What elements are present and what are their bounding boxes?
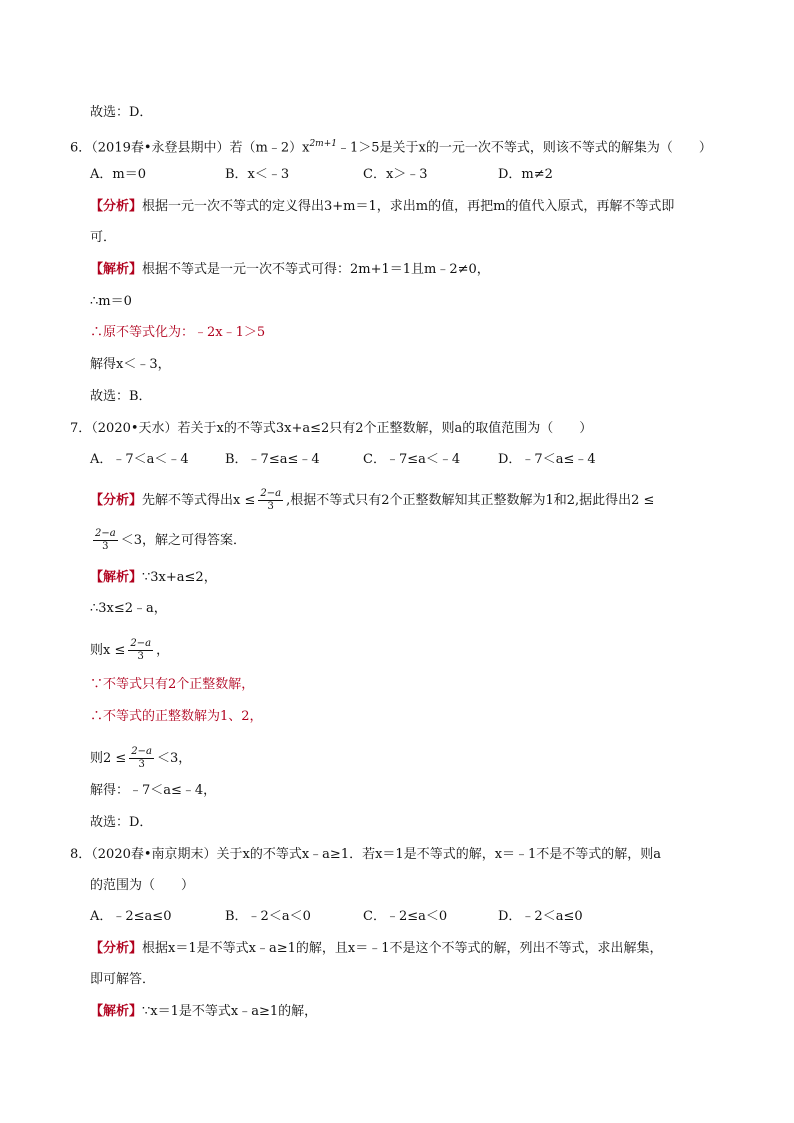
fraction-numerator: 2−a <box>131 746 152 757</box>
q7-solution-text-2: ∴3x≤2﹣a， <box>90 601 167 616</box>
q7-solution-text-1: ∵3x+a≤2， <box>142 570 217 585</box>
q6-option-c: C．x＞﹣3 <box>363 167 428 182</box>
fraction-denominator: 3 <box>267 501 274 512</box>
q8-solution-tag: 【解析】 <box>90 1004 143 1019</box>
q6-solution-text-2: ∴m＝0 <box>90 294 132 309</box>
q6-option-b: B．x＜﹣3 <box>225 167 290 182</box>
q8-stem-2: 的范围为（ ） <box>90 878 195 893</box>
q7-stem: 7．（2020•天水）若关于x的不等式3x+a≤2只有2个正整数解，则a的取值范围为（ ） <box>70 421 593 436</box>
q7-solution-text-4: ∵不等式只有2个正整数解， <box>90 677 255 692</box>
q7-analysis-text-2b: ＜3，解之可得答案． <box>120 533 246 548</box>
q7-solution-text-6b: ＜3， <box>157 751 192 766</box>
q6-solution-text-4: 解得x＜﹣3， <box>90 357 171 372</box>
q6-stem-exponent: 2m+1 <box>309 139 337 149</box>
q7-analysis-fraction-2 <box>93 528 118 553</box>
q7-option-c: C．﹣7≤a＜﹣4 <box>363 452 461 467</box>
q7-solution-text-3b: ， <box>156 643 170 658</box>
q7-analysis-tag: 【分析】 <box>90 493 143 508</box>
q7-solution-text-6a: 则2 ≤ <box>90 751 127 766</box>
q6-answer: 故选：B． <box>90 389 152 404</box>
q5-answer: 故选：D． <box>90 105 153 120</box>
q7-option-a: A．﹣7＜a＜﹣4 <box>90 452 189 467</box>
q7-option-d: D．﹣7＜a≤﹣4 <box>498 452 596 467</box>
q8-analysis <box>90 939 662 959</box>
q7-option-b: B．﹣7≤a≤﹣4 <box>225 452 320 467</box>
q6-option-a: A．m＝0 <box>90 167 146 182</box>
q6-stem-b: ﹣1＞5是关于x的一元一次不等式，则该不等式的解集为（ ） <box>336 140 712 156</box>
q6-analysis <box>90 197 674 217</box>
q8-solution <box>90 1002 317 1022</box>
q8-option-d: D．﹣2＜a≤0 <box>498 909 583 924</box>
q8-analysis-tag: 【分析】 <box>90 941 143 956</box>
q7-analysis-text-1a: 先解不等式得出x ≤ <box>142 493 256 508</box>
q8-option-a: A．﹣2≤a≤0 <box>90 909 172 924</box>
q6-solution-text-3: ∴原不等式化为：﹣2x﹣1＞5 <box>90 325 266 340</box>
q7-solution-line-3 <box>90 638 169 663</box>
fraction-denominator: 3 <box>137 651 144 662</box>
q6-solution <box>90 260 490 280</box>
q8-stem-1: 8．（2020春•南京期末）关于x的不等式x﹣a≥1．若x＝1是不等式的解，x＝﹣1不是不等式的解，则a <box>70 847 662 862</box>
q7-answer: 故选：D． <box>90 815 153 830</box>
fraction-numerator: 2−a <box>95 528 116 539</box>
q6-stem-a: 6．（2019春•永登县期中）若（m﹣2）x <box>70 140 310 156</box>
q7-solution-tag: 【解析】 <box>90 570 143 585</box>
q6-solution-text-1: 根据不等式是一元一次不等式可得：2m+1＝1且m﹣2≠0， <box>142 262 490 277</box>
q6-analysis-text-1: 根据一元一次不等式的定义得出3+m＝1，求出m的值，再把m的值代入原式，再解不等式即 <box>142 199 675 214</box>
q7-analysis <box>90 488 654 513</box>
q8-option-c: C．﹣2≤a＜0 <box>363 909 448 924</box>
q7-solution-text-3a: 则x ≤ <box>90 643 126 658</box>
q6-analysis-tag: 【分析】 <box>90 199 143 214</box>
fraction-denominator: 3 <box>102 541 109 552</box>
q8-analysis-text-2: 即可解答． <box>90 972 156 987</box>
q6-solution-tag: 【解析】 <box>90 262 143 277</box>
q7-analysis-text-1b: ,根据不等式只有2个正整数解知其正整数解为1和2,据此得出2 ≤ <box>286 493 655 508</box>
q8-analysis-text-1: 根据x＝1是不等式x﹣a≥1的解，且x＝﹣1不是这个不等式的解，列出不等式，求出解集， <box>142 941 663 956</box>
fraction-numerator: 2−a <box>130 638 152 649</box>
q7-solution-line-6 <box>90 746 191 771</box>
q7-analysis-fraction <box>258 488 283 513</box>
q7-solution-fraction <box>128 638 153 663</box>
q8-solution-text-1: ∵x＝1是不等式x﹣a≥1的解， <box>142 1004 318 1019</box>
q7-solution-text-7: 解得：﹣7＜a≤﹣4， <box>90 783 217 798</box>
q7-solution-fraction-2 <box>129 746 154 771</box>
q7-analysis-line-2 <box>90 528 246 553</box>
q6-option-d: D．m≠2 <box>498 167 553 182</box>
q6-analysis-text-2: 可． <box>90 230 117 245</box>
q7-solution-text-5: ∴不等式的正整数解为1、2， <box>90 709 263 724</box>
fraction-denominator: 3 <box>138 759 145 770</box>
q7-solution <box>90 568 217 588</box>
q6-stem <box>70 134 712 158</box>
fraction-numerator: 2−a <box>260 488 282 499</box>
q8-option-b: B．﹣2＜a＜0 <box>225 909 311 924</box>
